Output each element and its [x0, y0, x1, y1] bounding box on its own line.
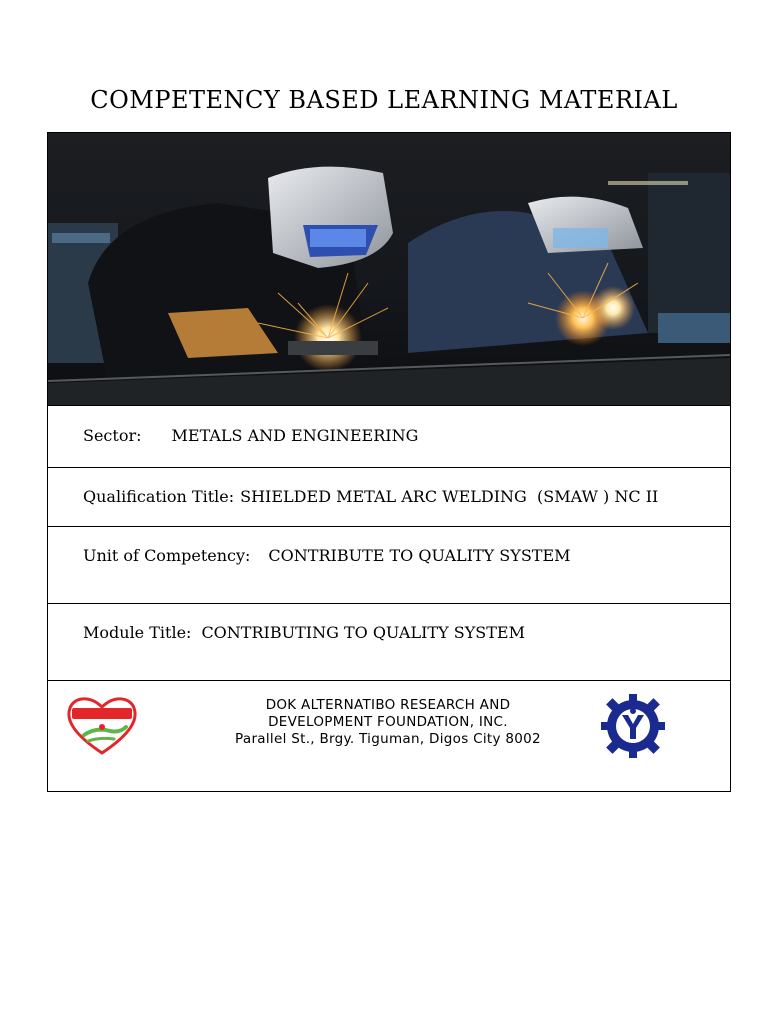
unit-value: CONTRIBUTE TO QUALITY SYSTEM — [268, 546, 571, 565]
organization-block — [198, 697, 578, 748]
unit-label: Unit of Competency: — [83, 546, 251, 565]
module-label: Module Title: — [83, 623, 192, 642]
document-title: COMPETENCY BASED LEARNING MATERIAL — [90, 86, 678, 114]
module-value: CONTRIBUTING TO QUALITY SYSTEM — [201, 623, 525, 642]
footer-row — [48, 680, 730, 792]
qualification-value: SHIELDED METAL ARC WELDING (SMAW ) NC II — [240, 487, 659, 506]
sector-label: Sector: — [83, 426, 142, 445]
sector-row — [48, 405, 730, 467]
cover-frame — [47, 132, 731, 792]
qualification-label: Qualification Title: — [83, 487, 235, 506]
org-name-line2: DEVELOPMENT FOUNDATION, INC. — [268, 714, 508, 730]
sector-value: METALS AND ENGINEERING — [171, 426, 419, 445]
welding-photo — [48, 133, 730, 405]
dok-alternatibo-logo — [62, 693, 142, 757]
unit-row — [48, 526, 730, 603]
org-address: Parallel St., Brgy. Tiguman, Digos City 8002 — [235, 731, 541, 747]
module-row — [48, 603, 730, 680]
qualification-row — [48, 467, 730, 526]
org-name-line1: DOK ALTERNATIBO RESEARCH AND — [265, 697, 511, 713]
tesda-gear-logo — [594, 691, 672, 761]
